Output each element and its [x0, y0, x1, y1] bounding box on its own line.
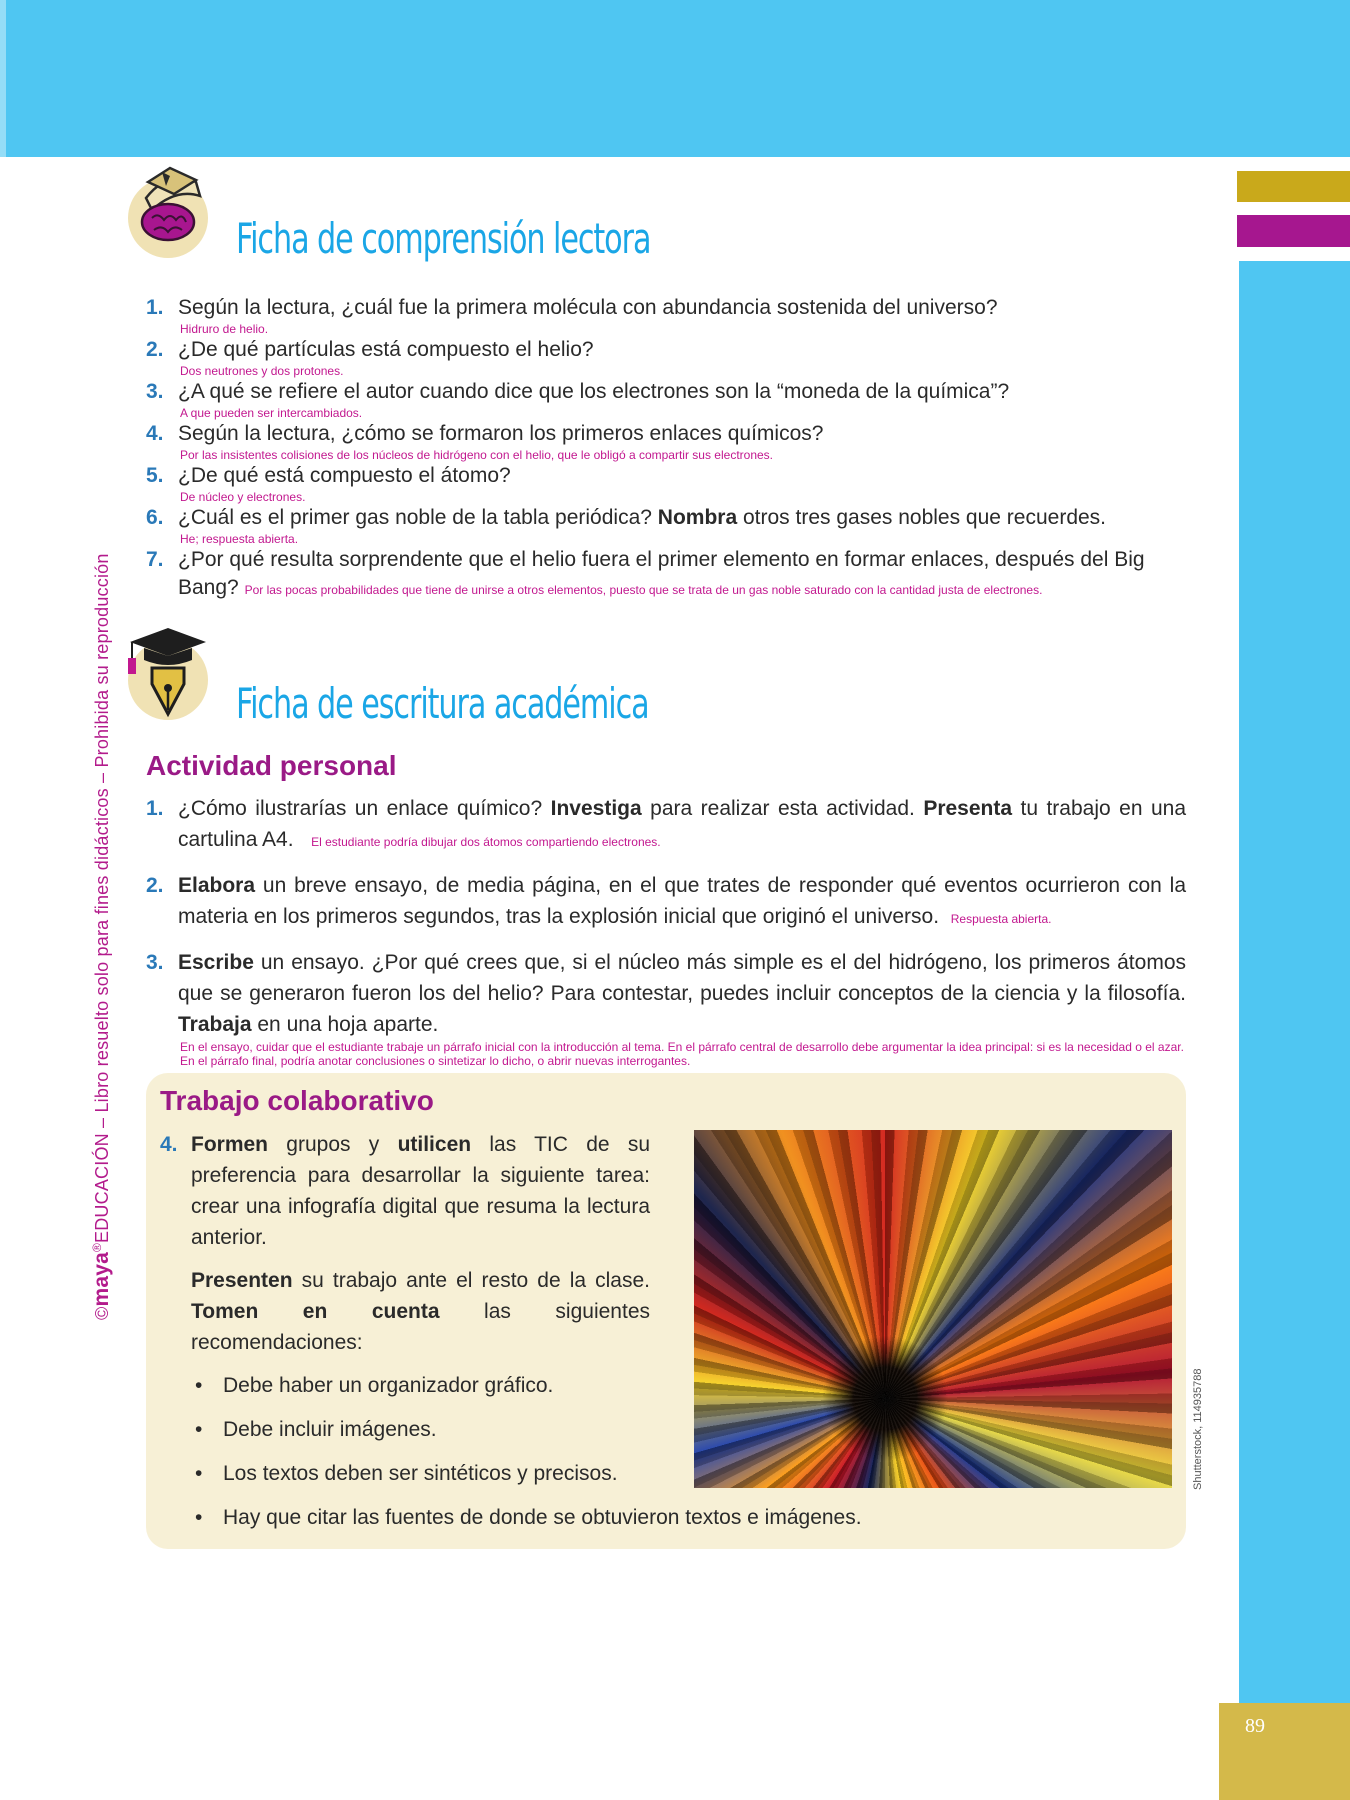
answer-7: Por las pocas probabilidades que tiene de unirse a otros elementos, puesto que se trata de un gas noble saturado con la cantidad justa de electrones.	[244, 583, 1043, 597]
activity-4: 4. Formen grupos y utilicen las TIC de su preferencia para desarrollar la siguiente tarea: crear una infografía digital que resuma la lectura anterior.	[160, 1133, 651, 1249]
photo-credit: Shutterstock, 114935788	[1192, 1368, 1204, 1490]
colorful-explosion-photo	[694, 1130, 1172, 1488]
list-item: • Debe haber un organizador gráfico.	[191, 1370, 1060, 1401]
question-3: 3. ¿A qué se refiere el autor cuando dice que los electrones son la “moneda de la química”? A que pueden ser intercambiados.	[146, 378, 1186, 420]
side-copyright-text	[90, 490, 114, 1320]
personal-activity-heading: Actividad personal	[146, 750, 397, 781]
activity-1-answer: El estudiante podría dibujar dos átomos compartiendo electrones.	[311, 835, 661, 849]
page-number: 89	[1245, 1715, 1265, 1737]
graduation-pen-icon	[118, 622, 218, 722]
collaborative-heading: Trabajo colaborativo	[160, 1085, 434, 1116]
personal-activities	[146, 793, 1186, 1068]
answer-1: Hidruro de helio.	[180, 322, 269, 336]
copyright-symbol: ©	[92, 1306, 112, 1320]
side-text-body: EDUCACIÓN – Libro resuelto solo para fines didácticos – Prohibida su reproducción	[92, 553, 112, 1243]
collaborative-body	[160, 1129, 862, 1546]
answer-6: He; respuesta abierta.	[180, 532, 299, 546]
brain-book-icon	[118, 160, 218, 260]
question-1: 1. Según la lectura, ¿cuál fue la primera molécula con abundancia sostenida del universo? Hidruro de helio.	[146, 294, 1186, 336]
activity-3-answer: En el ensayo, cuidar que el estudiante trabaje un párrafo inicial con la introducción al tema. En el párrafo central de desarrollo debe argumentar la idea principal: si es la necesidad o el azar. En el párrafo final, podría anotar conclusiones o sintetizar lo dicho, o abrir nuevas interrogantes.	[180, 1040, 1184, 1068]
list-item: • Los textos deben ser sintéticos y precisos.	[191, 1458, 1060, 1489]
activity-2: 2. Elabora un breve ensayo, de media página, en el que trates de responder qué eventos ocurrieron con la materia en los primeros segundos, tras la explosión inicial que originó el universo. Respuesta abierta.	[146, 874, 1186, 928]
question-4: 4. Según la lectura, ¿cómo se formaron los primeros enlaces químicos? Por las insistentes colisiones de los núcleos de hidrógeno con el helio, que le obligó a compartir sus electrones.	[146, 420, 1186, 462]
reading-questions	[146, 294, 1186, 604]
right-margin-band	[1239, 261, 1350, 1703]
brand-name: maya	[90, 1252, 113, 1307]
answer-4: Por las insistentes colisiones de los núcleos de hidrógeno con el helio, que le obligó a compartir sus electrones.	[180, 448, 774, 462]
registered-symbol: ®	[90, 1242, 104, 1253]
activity-3: 3. Escribe un ensayo. ¿Por qué crees que, si el núcleo más simple es el del hidrógeno, los primeros átomos que se generaron fueron los del helio? Para contestar, puedes incluir conceptos de la ciencia y la filosofía. Trabaja en una hoja aparte. En el ensayo, cuidar que el estudiante trabaje un párrafo inicial con la introducción al tema. En el párrafo central de desarrollo debe argumentar la idea principal: si es la necesidad o el azar. En el párrafo final, podría anotar conclusiones o sintetizar lo dicho, o abrir nuevas interrogantes.	[146, 951, 1186, 1068]
activity-4-presentation: Presenten su trabajo ante el resto de la clase. Tomen en cuenta las siguientes recomendaciones:	[191, 1269, 650, 1354]
activity-2-answer: Respuesta abierta.	[950, 912, 1052, 926]
list-item: • Debe incluir imágenes.	[191, 1414, 1060, 1445]
activity-1: 1. ¿Cómo ilustrarías un enlace químico? Investiga para realizar esta actividad. Presenta tu trabajo en una cartulina A4. El estudiante podría dibujar dos átomos compartiendo electrones.	[146, 797, 1187, 851]
answer-5: De núcleo y electrones.	[180, 490, 306, 504]
answer-3: A que pueden ser intercambiados.	[180, 406, 363, 420]
gold-tab	[1237, 171, 1350, 202]
question-2: 2. ¿De qué partículas está compuesto el helio? Dos neutrones y dos protones.	[146, 336, 1186, 378]
reading-section-title: Ficha de comprensión lectora	[236, 214, 651, 263]
answer-2: Dos neutrones y dos protones.	[180, 364, 344, 378]
question-7: 7. ¿Por qué resulta sorprendente que el helio fuera el primer elemento en formar enlaces, después del Big Bang? Por las pocas probabilidades que tiene de unirse a otros elementos, puesto que se trata de un gas noble saturado con la cantidad justa de electrones.	[146, 548, 1145, 599]
magenta-tab	[1237, 215, 1350, 247]
writing-section-title: Ficha de escritura académica	[236, 679, 649, 728]
top-band	[6, 0, 1350, 157]
list-item: • Hay que citar las fuentes de donde se obtuvieron textos e imágenes.	[191, 1502, 1060, 1533]
question-5: 5. ¿De qué está compuesto el átomo? De núcleo y electrones.	[146, 462, 1186, 504]
question-6: 6. ¿Cuál es el primer gas noble de la tabla periódica? Nombra otros tres gases nobles que recuerdes. He; respuesta abierta.	[146, 504, 1186, 546]
